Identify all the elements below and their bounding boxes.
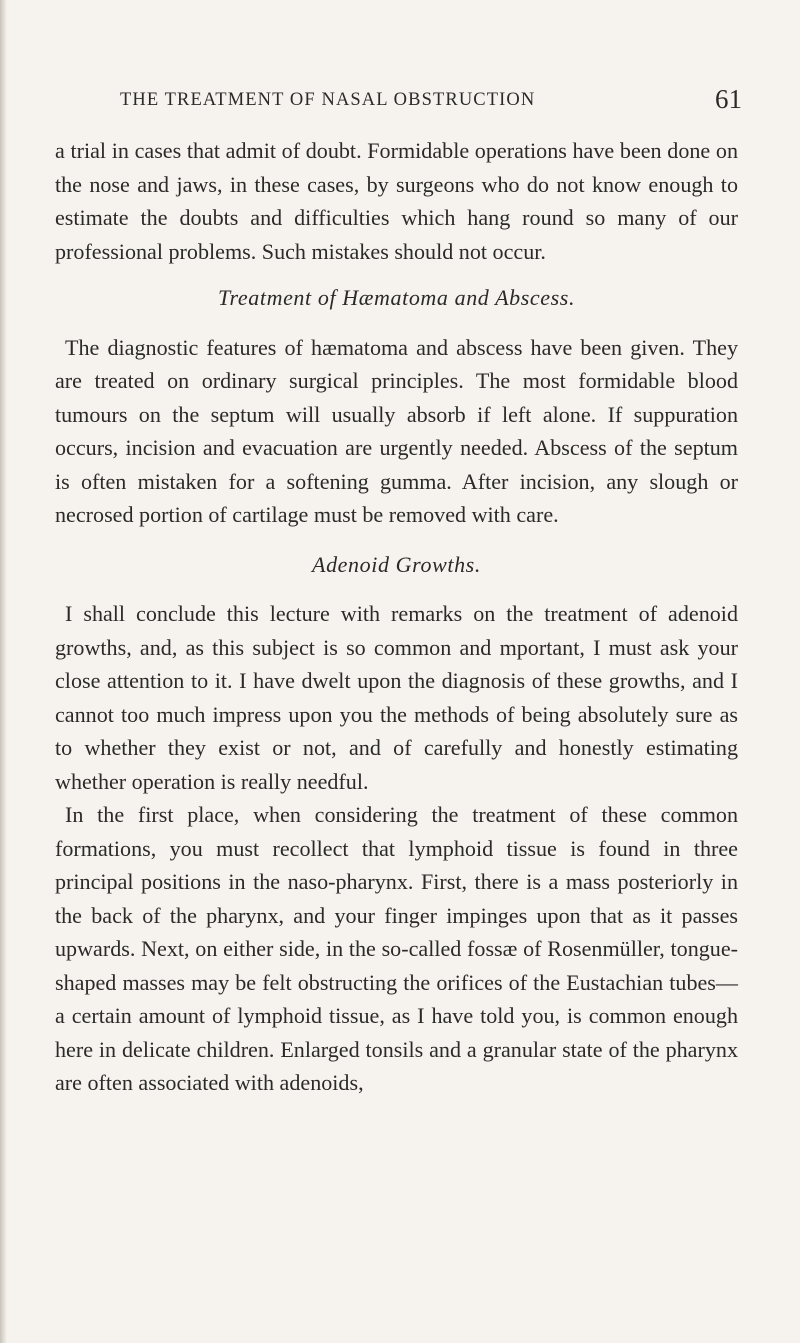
section-heading-adenoid: Adenoid Growths. [312, 551, 481, 577]
page-header [120, 86, 742, 120]
page-binding-edge [0, 0, 7, 1343]
paragraph-haematoma: The diagnostic features of hæmatoma and abscess have been given. They are treated on ordinary surgical principles. The most formidable blood tumours on the septum will usually absorb if left alone. If suppuration occurs, incision and evacuation are urgently needed. Abscess of the septum is often mistaken for a softening gumma. After incision, any slough or necrosed portion of cartilage must be removed with care. [55, 334, 738, 527]
paragraph-adenoid-intro: I shall conclude this lecture with remarks on the treatment of adenoid growths, and, as this subject is so common and mportant, I must ask your close attention to it. I have dwelt upon the diagnosis of these growths, and I cannot too much impress upon you the methods of being absolutely sure as to whether they exist or not, and of carefully and honestly estimating whether operation is really needful. [55, 601, 738, 794]
page-body [55, 134, 738, 1100]
section-heading-haematoma: Treatment of Hæmatoma and Abscess. [217, 285, 576, 310]
page-number: 61 [715, 84, 742, 114]
paragraph-lymphoid-positions: In the first place, when considering the treatment of these common formations, you must recollect that lymphoid tissue is found in three principal positions in the naso-pharynx. First, there is a mass posteriorly in the back of the pharynx, and your finger impinges upon that as it passes upwards. Next, on either side, in the so-called fossæ of Rosenmüller, tongue-shaped masses may be felt obstructing the orifices of the Eustachian tubes—a certain amount of lymphoid tissue, as I have told you, is common enough here in delicate children. Enlarged tonsils and a granular state of the pharynx are often associated with adenoids, [55, 802, 738, 1095]
running-head: THE TREATMENT OF NASAL OBSTRUCTION [120, 90, 536, 110]
paragraph-intro: a trial in cases that admit of doubt. Formidable operations have been done on the nose and jaws, in these cases, by surgeons who do not know enough to estimate the doubts and difficulties which hang round so many of our professional problems. Such mistakes should not occur. [55, 138, 738, 264]
